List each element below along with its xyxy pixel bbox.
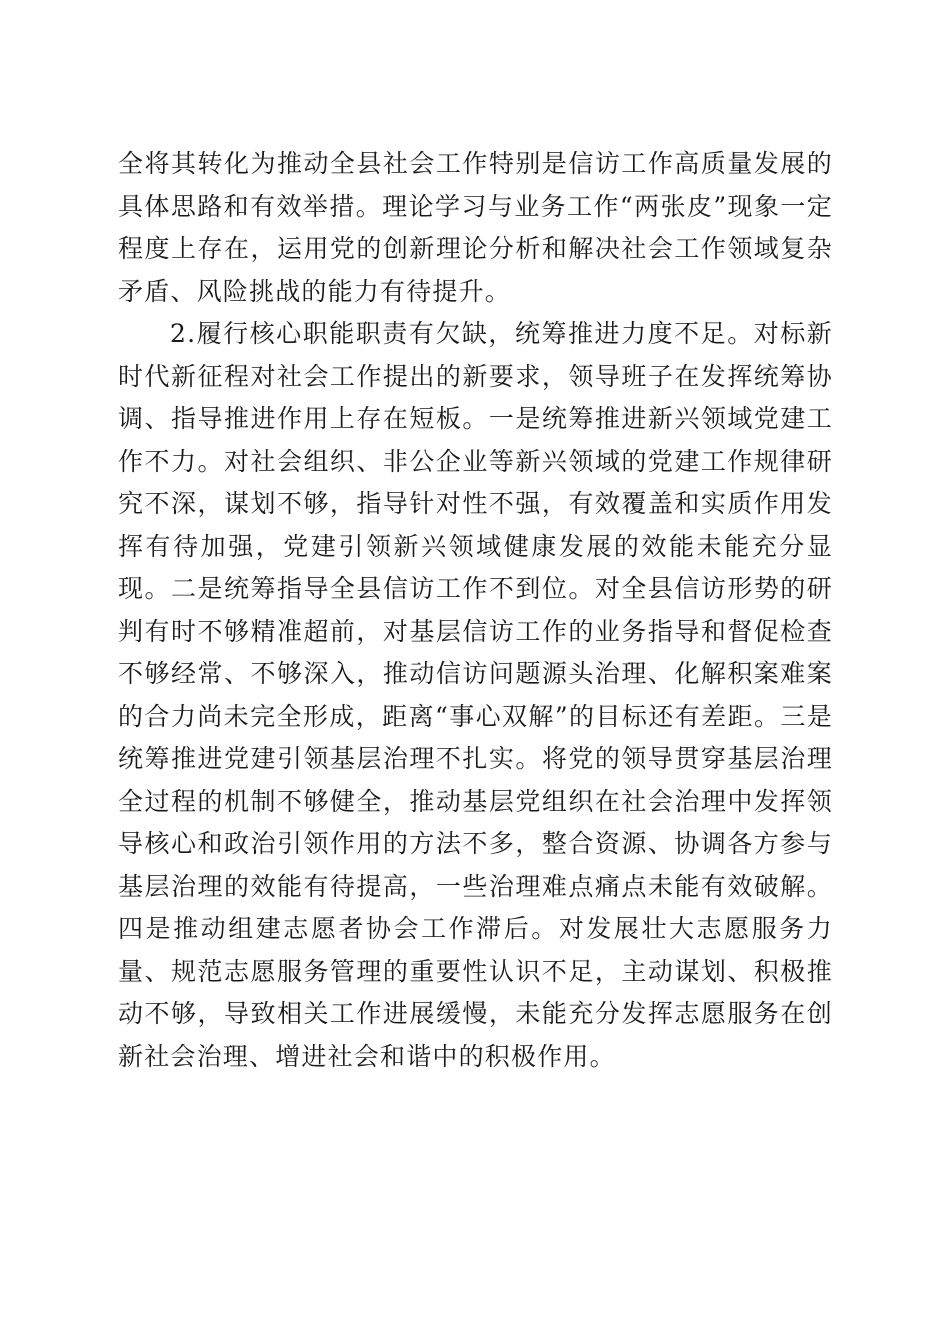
paragraph-continuation: 全将其转化为推动全县社会工作特别是信访工作高质量发展的具体思路和有效举措。理论学习与业务工作“两张皮”现象一定程度上存在，运用党的创新理论分析和解决社会工作领域复杂矛盾、风险挑战的能力有待提升。 [118, 149, 833, 306]
paragraph-section-2: 2.履行核心职能职责有欠缺，统筹推进力度不足。对标新时代新征程对社会工作提出的新要求，领导班子在发挥统筹协调、指导推进作用上存在短板。一是统筹推进新兴领域党建工作不力。对社会组织、非公企业等新兴领域的党建工作规律研究不深，谋划不够，指导针对性不强，有效覆盖和实质作用发挥有待加强，党建引领新兴领域健康发展的效能未能充分显现。二是统筹指导全县信访工作不到位。对全县信访形势的研判有时不够精准超前，对基层信访工作的业务指导和督促检查不够经常、不够深入，推动信访问题源头治理、化解积案难案的合力尚未完全形成，距离“事心双解”的目标还有差距。三是统筹推进党建引领基层治理不扎实。将党的领导贯穿基层治理全过程的机制不够健全，推动基层党组织在社会治理中发挥领导核心和政治引领作用的方法不多，整合资源、协调各方参与基层治理的效能有待提高，一些治理难点痛点未能有效破解。四是推动组建志愿者协会工作滞后。对发展壮大志愿服务力量、规范志愿服务管理的重要性认识不足，主动谋划、积极推动不够，导致相关工作进展缓慢，未能充分发挥志愿服务在创新社会治理、增进社会和谐中的积极作用。 [118, 319, 833, 1071]
document-body [118, 143, 833, 1078]
